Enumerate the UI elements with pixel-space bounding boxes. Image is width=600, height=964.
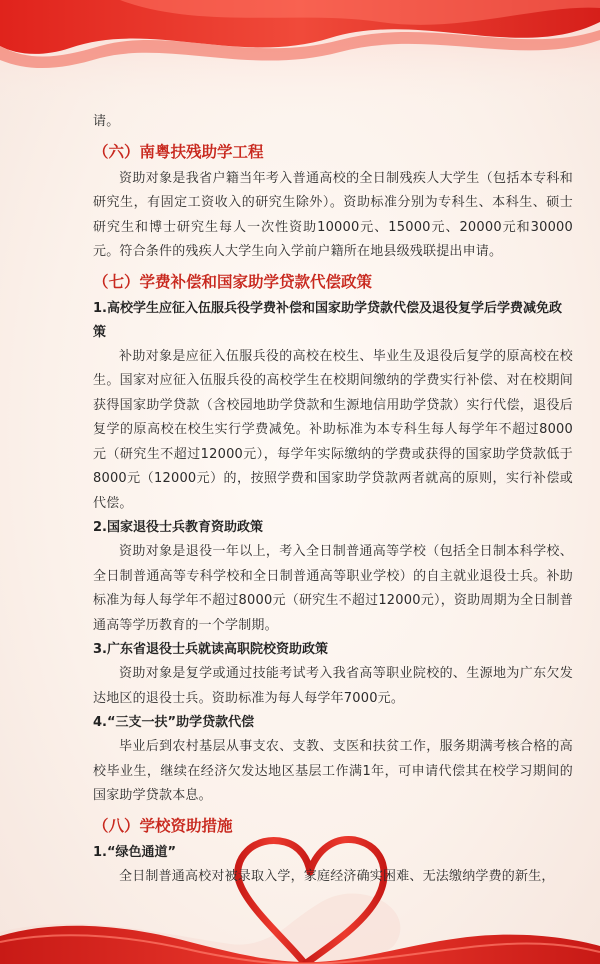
section-7-1-paragraph: 补助对象是应征入伍服兵役的高校在校生、毕业生及退役后复学的原高校在校生。国家对应征入伍服兵役的高校学生在校期间缴纳的学费实行补偿、对在校期间获得国家助学贷款（含校园地助学贷款和生源地信用助学贷款）实行代偿，退役后复学的原高校在校生实行学费减免。补助标准为本专科生每人每学年不超过8000元（研究生不超过12000元），每学年实际缴纳的学费或获得的国家助学贷款低于8000元（12000元）的，按照学费和国家助学贷款两者就高的原则，实行补偿或代偿。 xyxy=(93,348,573,511)
section-7-3-title: 3.广东省退役士兵就读高职院校资助政策 xyxy=(93,642,328,657)
section-7-heading: （七）学费补偿和国家助学贷款代偿政策 xyxy=(93,272,373,291)
section-6-paragraph: 资助对象是我省户籍当年考入普通高校的全日制残疾人大学生（包括本专科和研究生，有固定工资收入的研究生除外）。资助标准分别为专科生、本科生、硕士研究生和博士研究生每人一次性资助10000元、15000元、20000元和30000元。符合条件的残疾人大学生向入学前户籍所在地县级残联提出申请。 xyxy=(93,170,573,259)
document-body xyxy=(93,110,573,889)
intro-tail-text: 请。 xyxy=(93,114,120,129)
section-7-1-title: 1.高校学生应征入伍服兵役学费补偿和国家助学贷款代偿及退役复学后学费减免政策 xyxy=(93,300,562,340)
section-8-1-title: 1.“绿色通道” xyxy=(93,844,177,860)
section-7-2-title: 2.国家退役士兵教育资助政策 xyxy=(93,520,263,535)
section-7-3-paragraph: 资助对象是复学或通过技能考试考入我省高等职业院校的、生源地为广东欠发达地区的退役士兵。资助标准为每人每学年7000元。 xyxy=(93,666,573,706)
section-7-2-paragraph: 资助对象是退役一年以上，考入全日制普通高等学校（包括全日制本科学校、全日制普通高等专科学校和全日制普通高等职业学校）的自主就业退役士兵。补助标准为每人每学年不超过8000元（研究生不超过12000元），资助周期为全日制普通高等学历教育的一个学制期。 xyxy=(93,544,573,633)
top-red-ribbon xyxy=(0,0,600,110)
section-7-4-title: 4.“三支一扶”助学贷款代偿 xyxy=(93,715,255,730)
section-6-heading: （六）南粤扶残助学工程 xyxy=(93,142,264,161)
section-8-1-paragraph: 全日制普通高校对被录取入学，家庭经济确实困难、无法缴纳学费的新生， xyxy=(119,868,555,884)
section-7-4-paragraph: 毕业后到农村基层从事支农、支教、支医和扶贫工作，服务期满考核合格的高校毕业生，继续在经济欠发达地区基层工作满1年，可申请代偿其在校学习期间的国家助学贷款本息。 xyxy=(93,739,573,803)
section-8-heading: （八）学校资助措施 xyxy=(93,816,233,835)
